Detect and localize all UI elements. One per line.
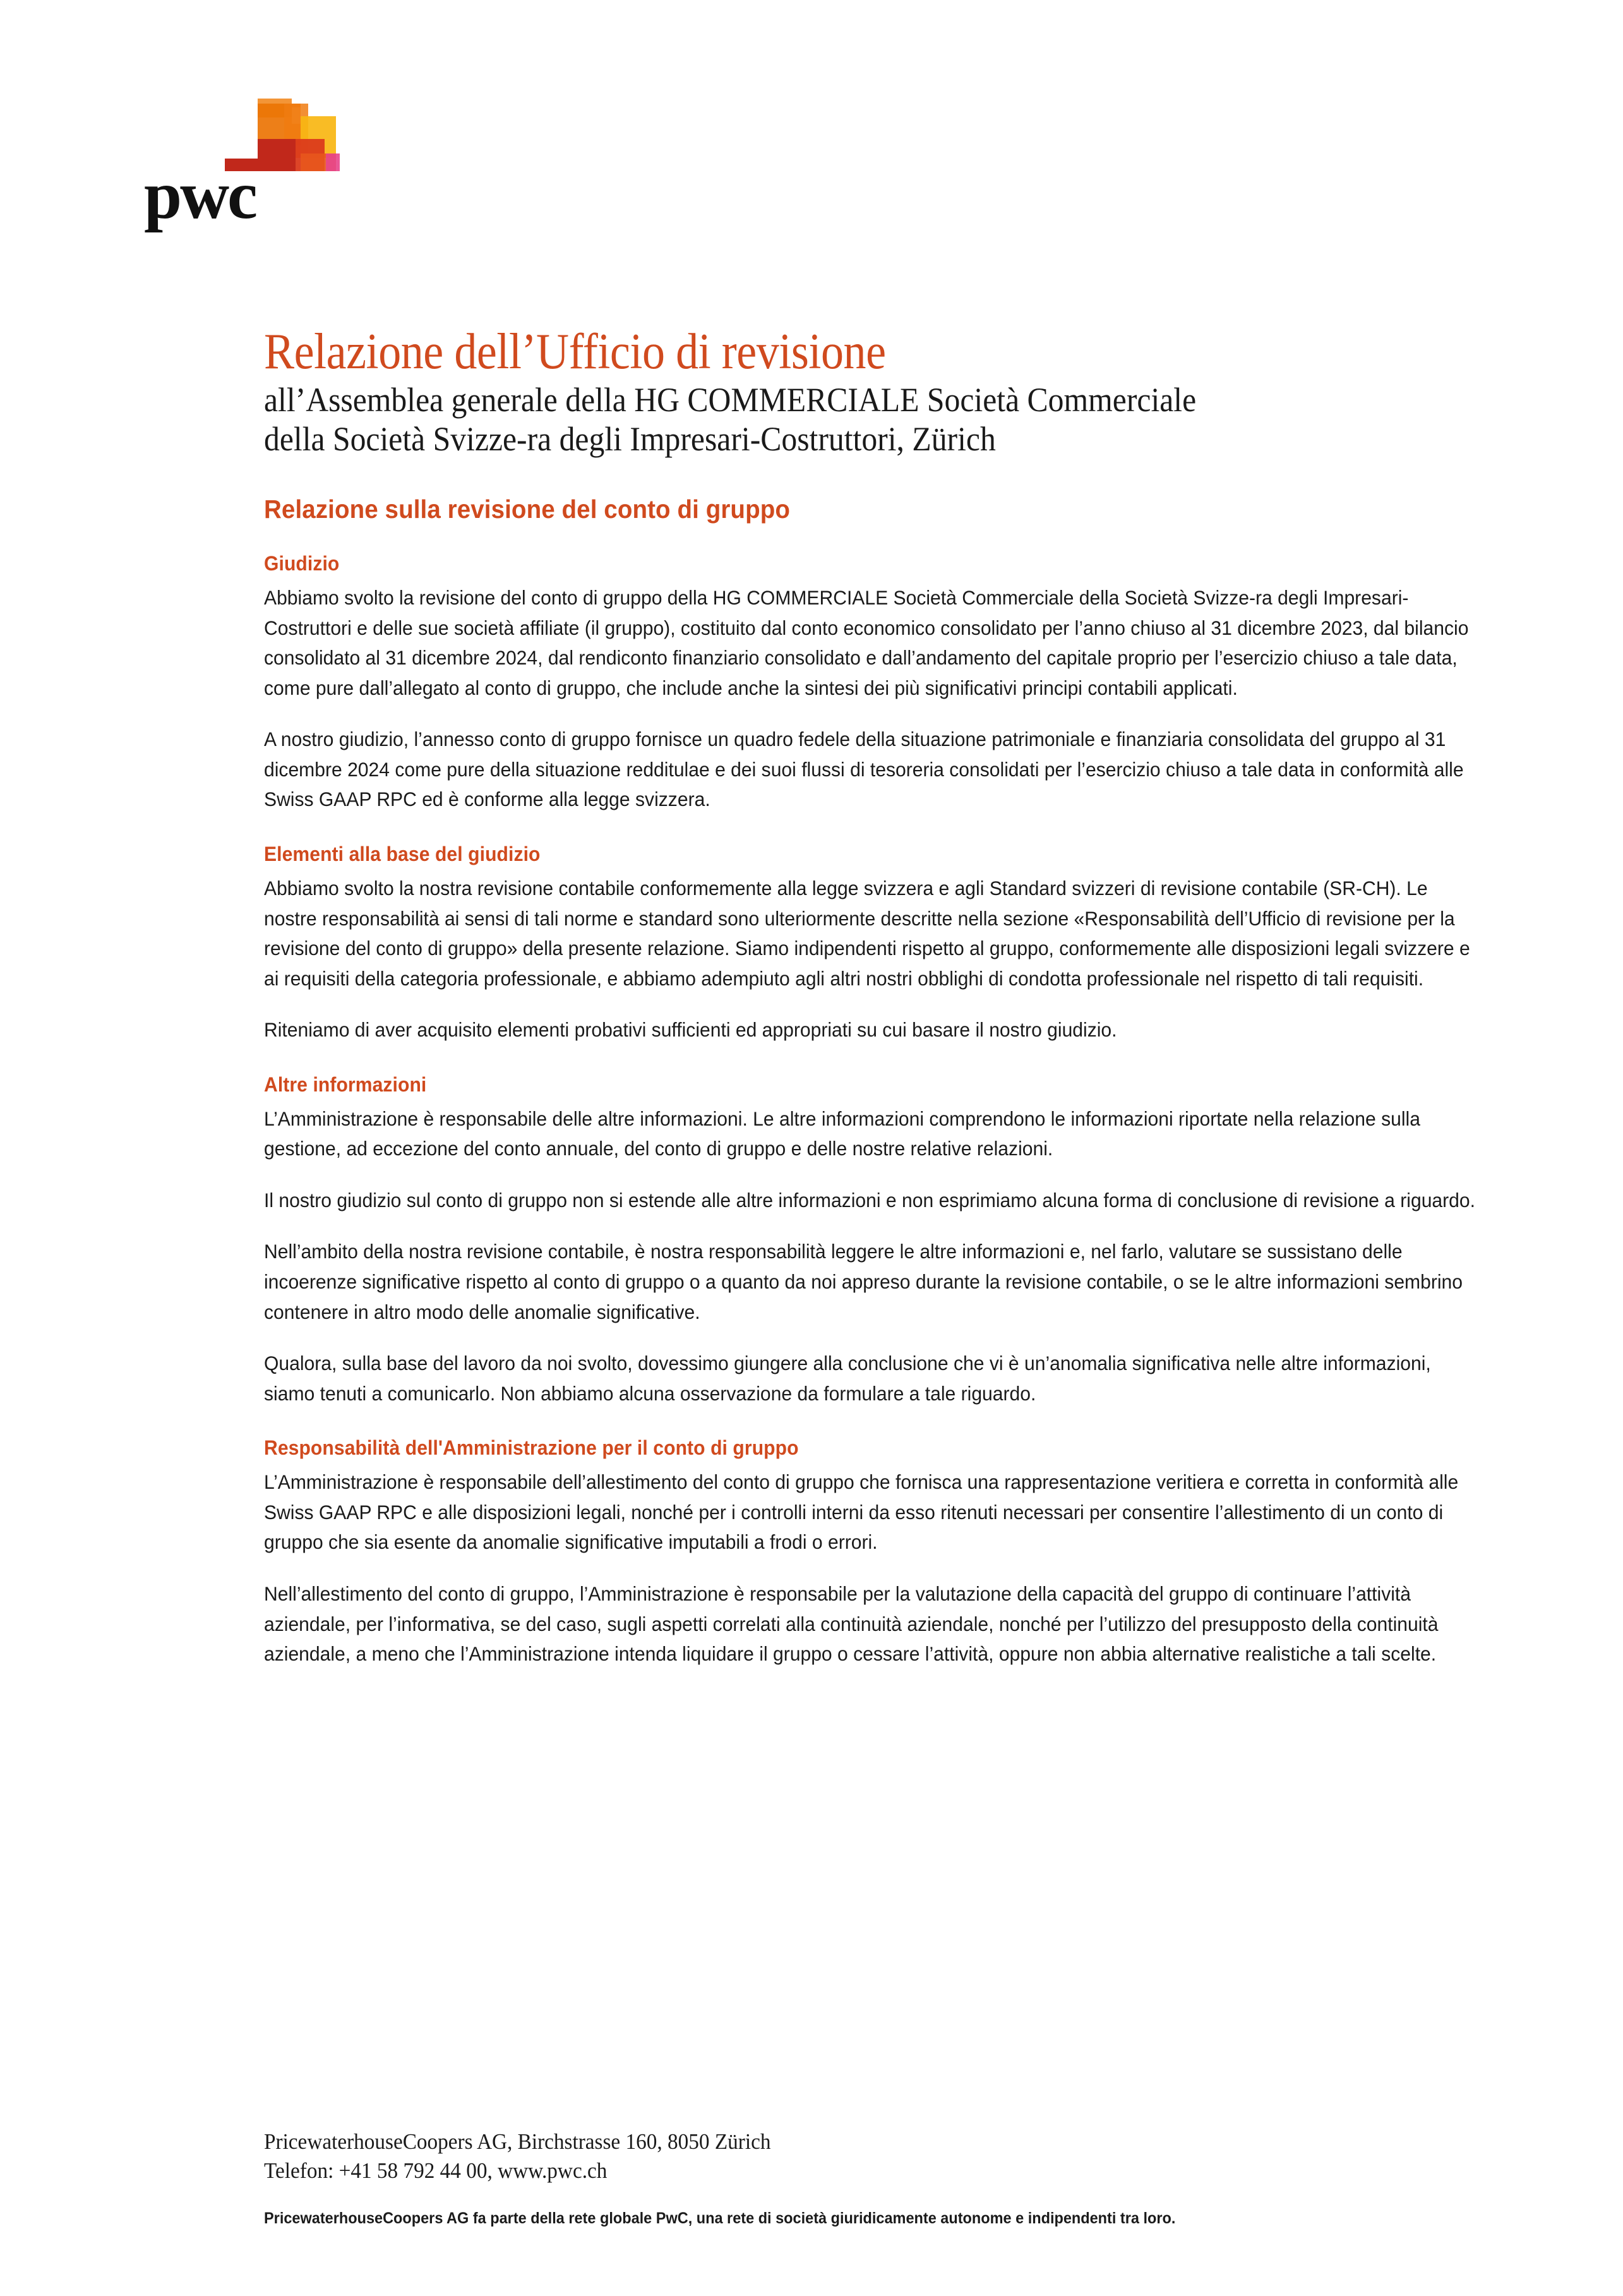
paragraph: Nell’allestimento del conto di gruppo, l’Amministrazione è responsabile per la valutazione della capacità del gruppo di continuare l’attività aziendale, per l’informativa, se del caso, sugli aspetti correlati alla continuità aziendale, nonché per l’utilizzo del presupposto della continuità aziendale, a meno che l’Amministrazione intenda liquidare il gruppo o cessare l’attività, oppure non abbia alternative realistiche a tali scelte. <box>264 1582 1439 1666</box>
section-giudizio <box>264 552 1483 815</box>
section-heading-elementi-base-giudizio: Elementi alla base del giudizio <box>264 842 541 865</box>
paragraph: A nostro giudizio, l’annesso conto di gruppo fornisce un quadro fedele della situazione patrimoniale e finanziaria consolidata del gruppo al 31 dicembre 2024 come pure della situazione redditulae e dei suoi flussi di tesoreria consolidati per l’esercizio chiuso a tale data in conformità alle Swiss GAAP RPC ed è conforme alla legge svizzera. <box>264 728 1464 811</box>
section-elementi-base-giudizio <box>264 843 1483 1045</box>
page-footer <box>264 2127 1464 2229</box>
pwc-wordmark: pwc <box>144 158 256 233</box>
section-heading-altre-informazioni: Altre informazioni <box>264 1073 427 1096</box>
section-responsabilita-amministrazione <box>264 1436 1483 1669</box>
pwc-logo <box>144 93 333 258</box>
paragraph: Nell’ambito della nostra revisione contabile, è nostra responsabilità leggere le altre informazioni e, nel farlo, valutare se sussistano delle incoerenze significative rispetto al conto di gruppo o a quanto da noi appreso durante la revisione contabile, o se le altre informazioni sembrino contenere in altro modo delle anomalie significative. <box>264 1240 1463 1323</box>
page-subtitle <box>264 380 1386 459</box>
logo-block-dark-red <box>258 139 296 171</box>
paragraph: Abbiamo svolto la nostra revisione contabile conformemente alla legge svizzera e agli Standard svizzeri di revisione contabile (SR-CH). Le nostre responsabilità ai sensi di tali norme e standard sono ulteriormente descritte nella sezione «Responsabilità dell’Ufficio di revisione per la revisione del conto di gruppo» della presente relazione. Siamo indipendenti rispetto al gruppo, conformemente alle disposizioni legali svizzere e ai requisiti della categoria professionale, e abbiamo adempiuto agli altri nostri obblighi di condotta professionale nel rispetto di tali requisiti. <box>264 876 1470 990</box>
paragraph: L’Amministrazione è responsabile delle altre informazioni. Le altre informazioni comprendono le informazioni riportate nella relazione sulla gestione, ad eccezione del conto annuale, del conto di gruppo e delle nostre relative relazioni. <box>264 1107 1420 1160</box>
logo-block-pink <box>326 153 340 171</box>
section-heading-giudizio: Giudizio <box>264 552 340 575</box>
section-altre-informazioni <box>264 1073 1483 1409</box>
footer-network-note: PricewaterhouseCoopers AG fa parte della rete globale PwC, una rete di società giuridicamente autonome e indipendenti tra loro. <box>264 2209 1176 2228</box>
page-title: Relazione dell’Ufficio di revisione <box>264 324 886 380</box>
paragraph: Il nostro giudizio sul conto di gruppo non si estende alle altre informazioni e non esprimiamo alcuna forma di conclusione di revisione a riguardo. <box>264 1188 1475 1211</box>
footer-address <box>264 2127 1404 2185</box>
report-section-title: Relazione sulla revisione del conto di gruppo <box>264 495 790 524</box>
paragraph: Abbiamo svolto la revisione del conto di gruppo della HG COMMERCIALE Società Commerciale della Società Svizze-ra degli Impresari-Costruttori e delle sue società affiliate (il gruppo), costituito dal conto economico consolidato per l’anno chiuso al 31 dicembre 2023, dal bilancio consolidato al 31 dicembre 2024, dal rendiconto finanziario consolidato e dall’andamento del capitale proprio per l’esercizio chiuso a tale data, come pure dall’allegato al conto di gruppo, che include anche la sintesi dei più significativi principi contabili applicati. <box>264 586 1469 699</box>
document-content <box>264 325 1483 1669</box>
paragraph: Qualora, sulla base del lavoro da noi svolto, dovessimo giungere alla conclusione che vi è un’anomalia significativa nelle altre informazioni, siamo tenuti a comunicarlo. Non abbiamo alcuna osservazione da formulare a tale riguardo. <box>264 1352 1431 1405</box>
page-subtitle-line-1: all’Assemblea generale della HG COMMERCIALE Società Commerciale <box>264 380 1197 419</box>
footer-address-line-1: PricewaterhouseCoopers AG, Birchstrasse 160, 8050 Zürich <box>264 2129 771 2154</box>
paragraph: L’Amministrazione è responsabile dell’allestimento del conto di gruppo che fornisca una rappresentazione veritiera e corretta in conformità alle Swiss GAAP RPC e alle disposizioni legali, nonché per i controlli interni da esso ritenuti necessari per consentire l’allestimento di un conto di gruppo che sia esente da anomalie significative imputabili a frodi o errori. <box>264 1470 1459 1554</box>
page-subtitle-line-2: della Società Svizze-ra degli Impresari-Costruttori, Zürich <box>264 420 996 459</box>
footer-address-line-2: Telefon: +41 58 792 44 00, www.pwc.ch <box>264 2158 608 2184</box>
section-heading-responsabilita-amministrazione: Responsabilità dell'Amministrazione per il conto di gruppo <box>264 1436 799 1460</box>
paragraph: Riteniamo di aver acquisito elementi probativi sufficienti ed appropriati su cui basare il nostro giudizio. <box>264 1018 1117 1042</box>
